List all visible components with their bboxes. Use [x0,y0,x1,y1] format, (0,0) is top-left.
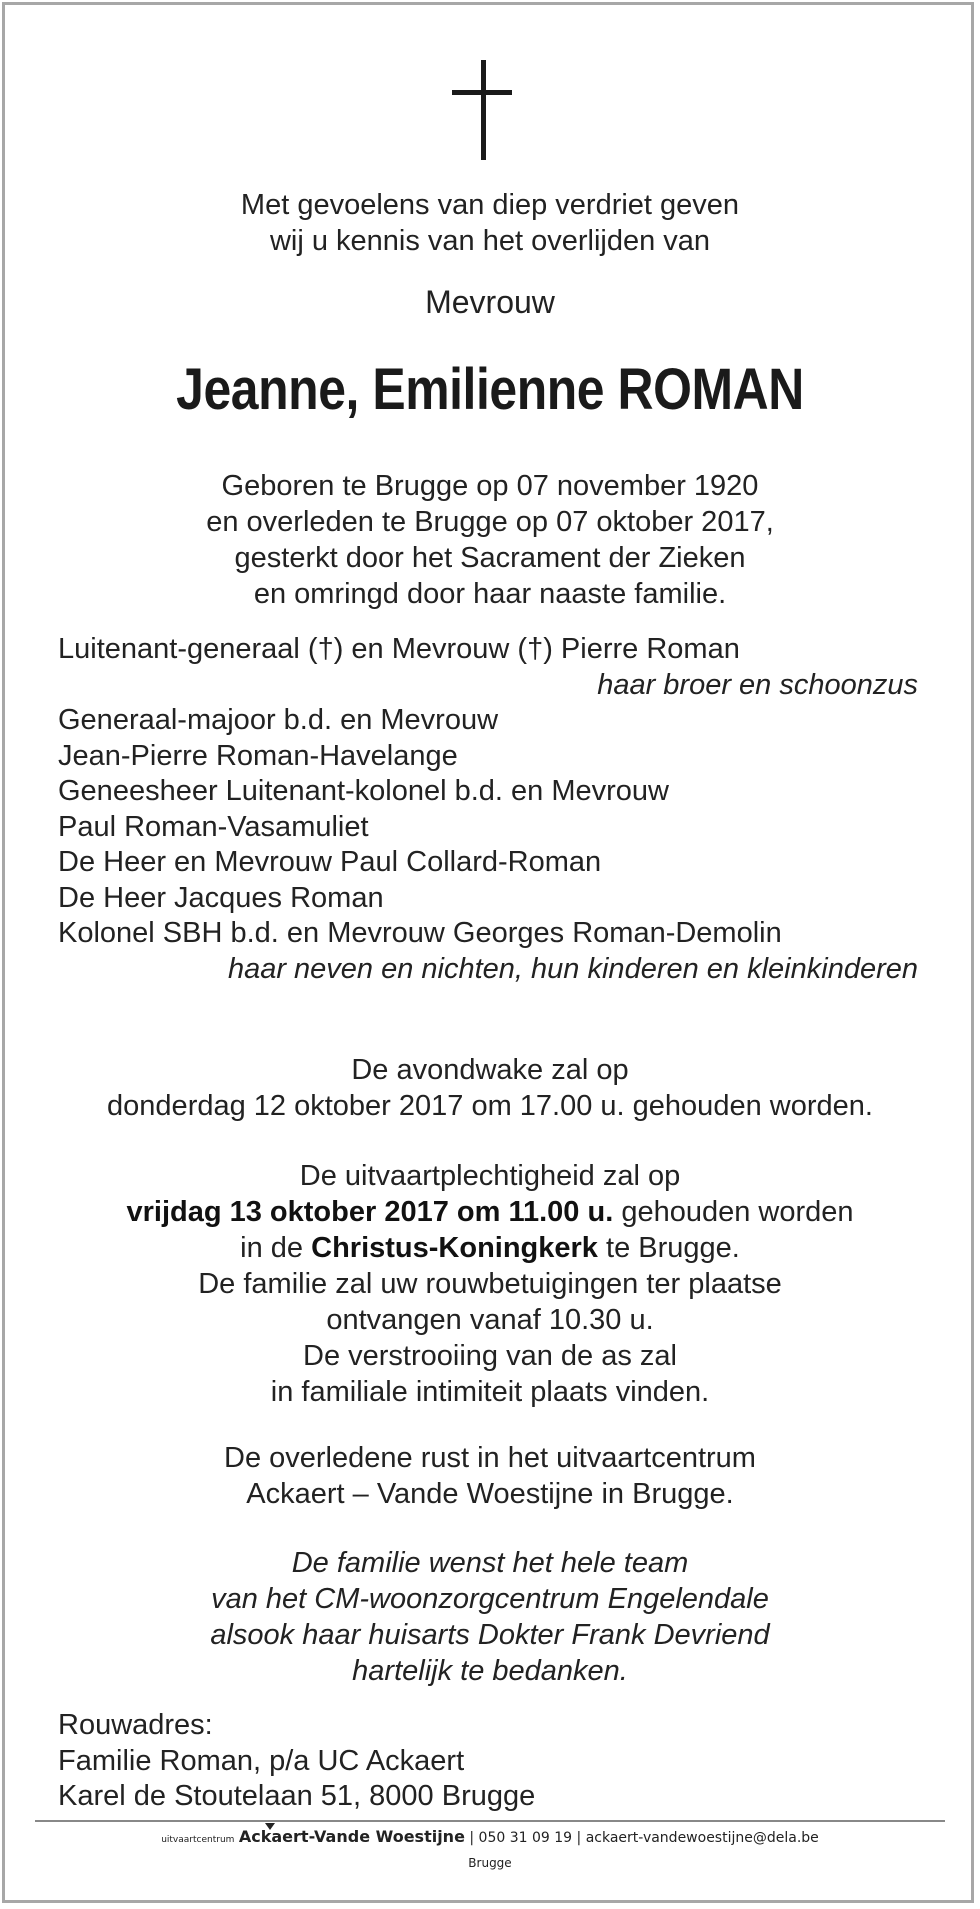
family-list [58,632,918,987]
honorific: Mevrouw [425,284,555,320]
footer-row [0,1827,980,1846]
family-member-line: De Heer en Mevrouw Paul Collard-Roman [58,846,602,878]
intro-line-1: Met gevoelens van diep verdriet geven [240,189,740,221]
funeral-text [0,1158,980,1410]
address-label: Rouwadres: [58,1709,213,1741]
family-member-line: Luitenant-generaal (†) en Mevrouw (†) Pierre Roman [58,633,740,665]
intro-line-2: wij u kennis van het overlijden van [269,225,711,257]
funeral-line-4: De familie zal uw rouwbetuigingen ter plaatse [198,1268,782,1300]
sacrament-line: gesterkt door het Sacrament der Zieken [234,542,746,574]
thanks-line-3: alsook haar huisarts Dokter Frank Devriend [210,1619,770,1651]
footer-brand: Ackaert-Vande Woestijne [238,1827,465,1846]
footer-separator: | [572,1830,586,1846]
thanks-line-2: van het CM-woonzorgcentrum Engelendale [211,1583,769,1615]
funeral-line-3 [0,1230,980,1266]
funeral-line-6: De verstrooiing van de as zal [303,1340,677,1372]
funeral-line-2-rest: gehouden worden [613,1196,854,1228]
rest-line-2: Ackaert – Vande Woestijne in Brugge. [246,1478,734,1510]
family-member-line: Jean-Pierre Roman-Havelange [58,739,458,772]
family-line: en omringd door haar naaste familie. [253,578,727,610]
cross-icon [452,60,512,160]
address-line-2: Karel de Stoutelaan 51, 8000 Brugge [58,1780,536,1812]
footer-phone: 050 31 09 19 [478,1830,573,1846]
funeral-line-2 [0,1194,980,1230]
triangle-marker-icon [265,1823,275,1830]
funeral-line-7: in familiale intimiteit plaats vinden. [270,1376,710,1408]
mourning-address [58,1708,918,1815]
thanks-line-1: De familie wenst het hele team [291,1547,689,1579]
wake-line-2: donderdag 12 oktober 2017 om 17.00 u. gehouden worden. [107,1090,873,1122]
relation-label: haar neven en nichten, hun kinderen en kleinkinderen [227,952,918,985]
wake-text [0,1052,980,1124]
relation-label: haar broer en schoonzus [597,668,918,701]
deceased-name: Jeanne, Emilienne ROMAN [176,357,804,422]
footer-divider [35,1820,945,1822]
rest-text [0,1440,980,1512]
thanks-line-4: hartelijk te bedanken. [352,1655,628,1687]
funeral-line-5: ontvangen vanaf 10.30 u. [326,1304,654,1336]
footer-separator: | [464,1830,479,1846]
death-line: en overleden te Brugge op 07 oktober 2017, [206,506,774,538]
family-member-line: Generaal-majoor b.d. en Mevrouw [58,704,499,736]
family-member-line: Paul Roman-Vasamuliet [58,810,369,843]
footer-prefix: uitvaartcentrum [161,1835,235,1845]
funeral-line-3-pre: in de [240,1232,312,1264]
funeral-line-1: De uitvaartplechtigheid zal op [299,1160,681,1192]
funeral-line-3-post: te Brugge. [597,1232,740,1264]
rest-line-1: De overledene rust in het uitvaartcentrum [224,1442,756,1474]
family-member-line: Kolonel SBH b.d. en Mevrouw Georges Roman-Demolin [58,917,782,949]
funeral-date: vrijdag 13 oktober 2017 om 11.00 u. [126,1196,614,1228]
family-member-line: Geneesheer Luitenant-kolonel b.d. en Mevrouw [58,775,669,807]
funeral-home-footer [0,1827,980,1870]
birth-line: Geboren te Brugge op 07 november 1920 [221,470,759,502]
intro-text [0,187,980,259]
footer-email[interactable]: ackaert-vandewoestijne@dela.be [585,1830,819,1846]
footer-city: Brugge [468,1856,512,1870]
thanks-text [0,1545,980,1689]
address-line-1: Familie Roman, p/a UC Ackaert [58,1744,465,1777]
wake-line-1: De avondwake zal op [351,1054,629,1086]
family-member-line: De Heer Jacques Roman [58,881,384,914]
church-name: Christus-Koningkerk [311,1232,598,1264]
birth-death-text [0,468,980,612]
